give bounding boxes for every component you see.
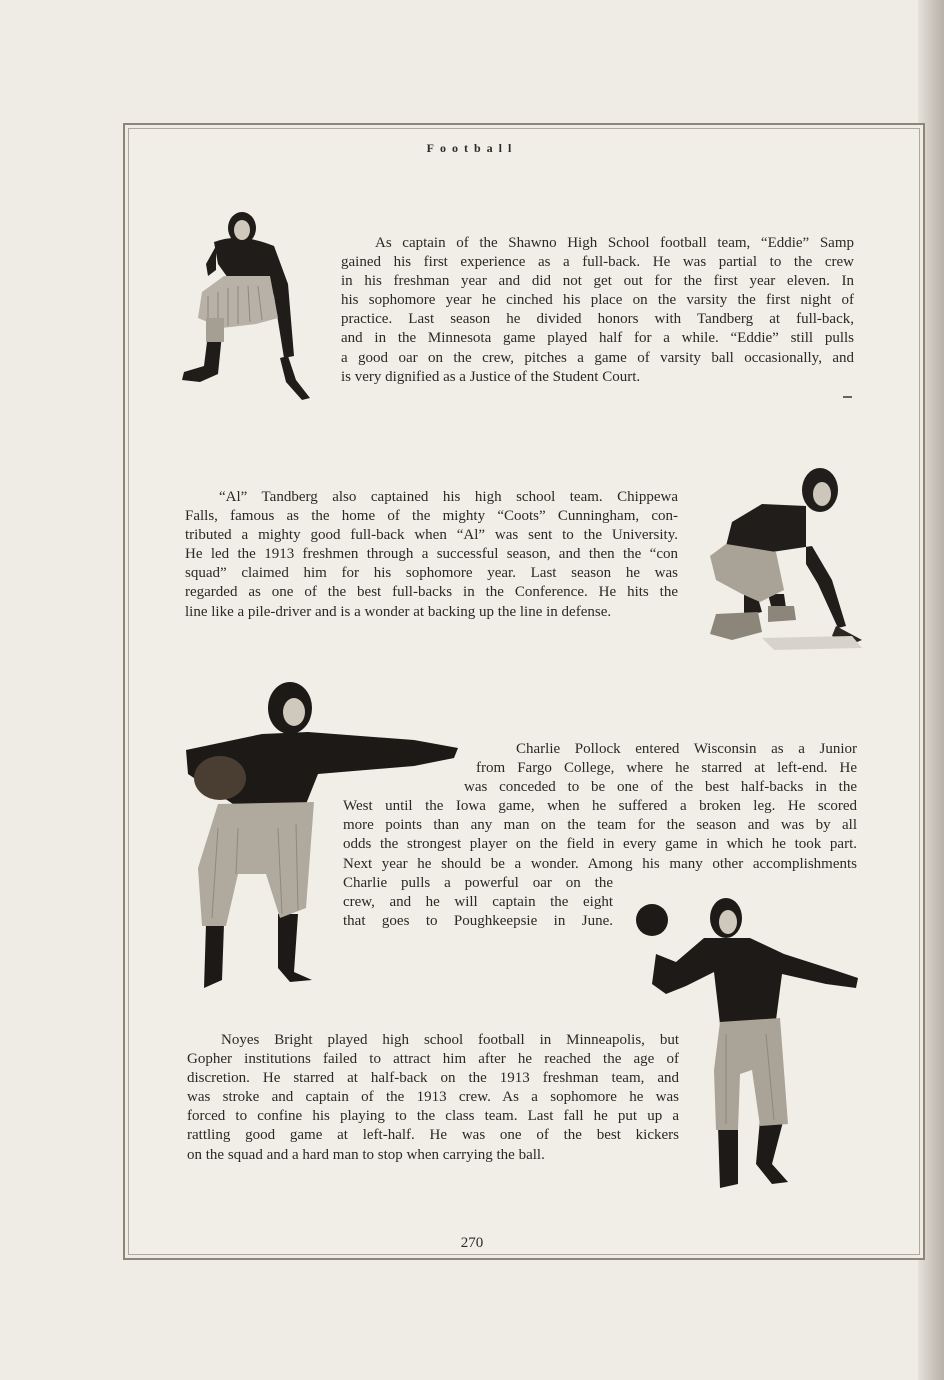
bio-line: West until the Iowa game, when he suffered a broken leg. He scored: [343, 798, 857, 815]
running-header: Football: [426, 141, 518, 155]
bio-line: odds the strongest player on the field in every game in which he took part.: [343, 836, 857, 853]
bio-line: crew, and he will captain the eight: [343, 893, 613, 910]
bio-line: that goes to Poughkeepsie in June.: [343, 912, 613, 929]
bio-text: Noyes Bright played high school football in Minneapolis, but: [221, 1032, 679, 1048]
bio-tandberg: [185, 488, 678, 622]
bio-line: squad” claimed him for his sophomore year. Last season he was: [185, 565, 678, 582]
bio-line: in his freshman year and did not get out for the first year eleven. In: [341, 273, 854, 290]
bio-line: [341, 234, 854, 253]
bio-line: more points than any man on the team for the season and was by all: [343, 817, 857, 834]
bio-line: Charlie Pollock entered Wisconsin as a Junior: [516, 741, 857, 757]
bio-line: forced to confine his playing to the class team. Last fall he put up a: [187, 1108, 679, 1125]
bio-line: was conceded to be one of the best half-backs in the: [464, 779, 857, 796]
bio-line: a good oar on the crew, pitches a game of varsity ball occasionally, and: [341, 349, 854, 366]
photo-samp: [178, 206, 320, 404]
bio-line: [185, 488, 678, 507]
photo-tandberg: [702, 460, 866, 652]
bio-line: from Fargo College, where he starred at left-end. He: [476, 760, 857, 777]
bio-line: discretion. He starred at half-back on the 1913 freshman team, and: [187, 1070, 679, 1087]
bio-samp: [341, 234, 854, 387]
bio-line: line like a pile-driver and is a wonder at backing up the line in defense.: [185, 603, 612, 620]
bio-text: “Al” Tandberg also captained his high school team. Chippewa: [219, 489, 678, 505]
bio-line: gained his first experience as a full-back. He was partial to the crew: [341, 254, 854, 271]
bio-line: his sophomore year he cinched his place on the varsity the first night of: [341, 292, 854, 309]
bio-line: practice. Last season he divided honors with Tandberg at full-back,: [341, 311, 854, 328]
bio-line: rattling good game at left-half. He was one of the best kickers: [187, 1127, 679, 1144]
bio-line: was stroke and captain of the 1913 crew. As a sophomore he was: [187, 1089, 679, 1106]
stray-mark: [843, 396, 852, 398]
bio-pollock: [343, 740, 857, 931]
bio-line: and in the Minnesota game played half for a while. “Eddie” still pulls: [341, 330, 854, 347]
bio-bright: [187, 1031, 679, 1165]
bio-line: [187, 1031, 679, 1050]
bio-line: Gopher institutions failed to attract him after he reached the age of: [187, 1051, 679, 1068]
bio-line: is very dignified as a Justice of the Student Court.: [341, 368, 641, 385]
bio-line: He led the 1913 freshmen through a successful season, and then the “con: [185, 546, 678, 563]
bio-line: Charlie pulls a powerful oar on the: [343, 874, 613, 891]
bio-text: As captain of the Shawno High School football team, “Eddie” Samp: [375, 235, 854, 251]
bio-line: regarded as one of the best full-backs in the Conference. He hits the: [185, 584, 678, 601]
bio-line: Falls, famous as the home of the mighty “Coots” Cunningham, con-: [185, 508, 678, 525]
page-number: 270: [460, 1235, 484, 1251]
bio-line: tributed a mighty good full-back when “Al” was sent to the University.: [185, 527, 678, 544]
bio-line: on the squad and a hard man to stop when carrying the ball.: [187, 1146, 545, 1163]
bio-line: Next year he should be a wonder. Among his many other accomplishments: [343, 855, 857, 872]
